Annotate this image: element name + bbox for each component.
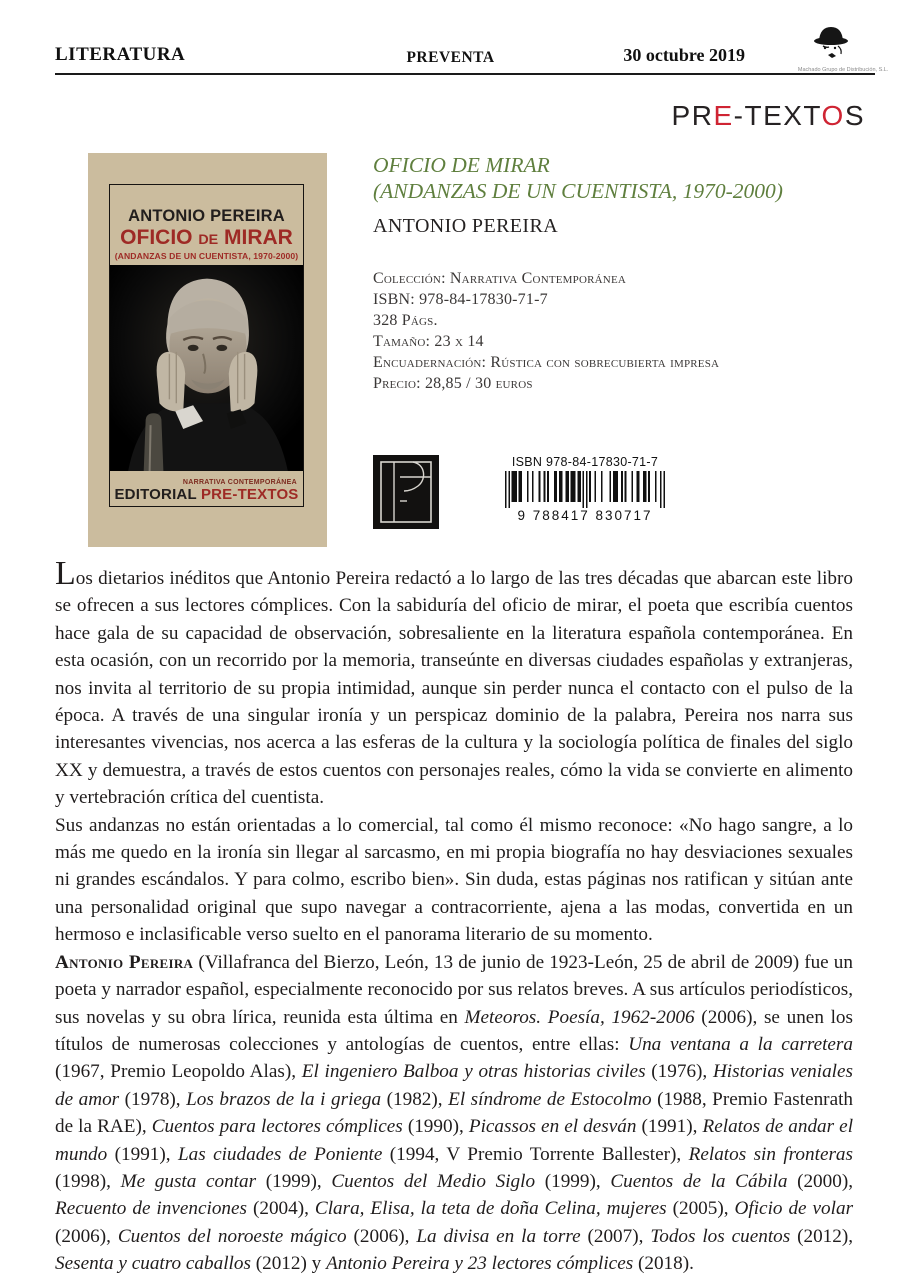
book-info (373, 153, 873, 394)
barcode-block (501, 455, 669, 523)
detail-price: Precio: 28,85 / 30 euros (373, 374, 533, 392)
book-title (373, 153, 873, 204)
header-status: PREVENTA (406, 49, 495, 66)
description-paragraph-2: Sus andanzas no están orientadas a lo comercial, tal como él mismo reconoce: «No hago sangre, a lo más me quedo en la ironía sin llegar al sarcasmo, en mi propia biografía no hay desviaciones sexuales ni grandes escándalos. Y para colmo, escribo bien». Sin duda, estas páginas nos ratifican y sitúan ante una personalidad original que supo navegar a contracorriente, ajena a las modas, convertida en un hermoso e inclasificable verso suelto en el panorama literario de su momento. (55, 814, 853, 946)
book-title-line2: (ANDANZAS DE UN CUENTISTA, 1970-2000) (373, 178, 783, 203)
book-cover (88, 153, 327, 547)
barcode-bars (505, 471, 665, 508)
detail-collection: Colección: Narrativa Contemporánea (373, 270, 627, 287)
detail-binding: Encuadernación: Rústica con sobrecubierta impresa (373, 353, 720, 371)
detail-isbn: ISBN: 978-84-17830-71-7 (373, 290, 548, 308)
description-text (55, 555, 854, 1278)
distributor-name: Machado Grupo de Distribución, S.L. (797, 67, 889, 73)
cover-collection: NARRATIVA CONTEMPORÁNEA (182, 479, 297, 486)
author-bio: Antonio Pereira (Villafranca del Bierzo, León, 13 de junio de 1923-León, 25 de abril de 2009) fue un poeta y narrador español, especialmente reconocido por sus relatos breves. A sus artículos periodísticos, sus novelas y su obra lírica, reunida esta última en Meteoros. Poesía, 1962-2006 (2006), se unen los títulos de numerosas colecciones y antologías de cuentos, entre ellas: Una ventana a la carretera (1967, Premio Leopoldo Alas), El ingeniero Balboa y otras historias civiles (1976), Historias veniales de amor (1978), Los brazos de la i griega (1982), El síndrome de Estocolmo (1988, Premio Fastenrath de la RAE), Cuentos para lectores cómplices (1990), Picassos en el desván (1991), Relatos de andar el mundo (1991), Las ciudades de Poniente (1994, V Premio Torrente Ballester), Relatos sin fronteras (1998), Me gusta contar (1999), Cuentos del Medio Siglo (1999), Cuentos de la Cábila (2000), Recuento de invenciones (2004), Clara, Elisa, la teta de doña Celina, mujeres (2005), Oficio de volar (2006), Cuentos del noroeste mágico (2006), La divisa en la torre (2007), Todos los cuentos (2012), Sesenta y cuatro caballos (2012) y Antonio Pereira y 23 lectores cómplices (2018). (55, 951, 854, 1275)
detail-pages: 328 Págs. (373, 311, 438, 329)
isbn-row (373, 455, 669, 529)
detail-size: Tamaño: 23 x 14 (373, 332, 484, 350)
barcode-isbn-label: ISBN 978-84-17830-71-7 (511, 455, 659, 469)
header-divider (55, 73, 875, 75)
header-date: 30 octubre 2019 (623, 45, 745, 65)
book-title-line1: OFICIO DE MIRAR (373, 153, 550, 177)
cover-title: OFICIO DE MIRAR (120, 226, 293, 250)
book-cover-frame (109, 184, 304, 507)
header-category: LITERATURA (55, 44, 186, 65)
author-photo (110, 265, 303, 470)
cover-author: ANTONIO PEREIRA (128, 207, 285, 226)
pretextos-wordmark: PRE-TEXTOS (671, 100, 865, 131)
cover-subtitle: (ANDANZAS DE UN CUENTISTA, 1970-2000) (114, 251, 299, 262)
distributor-logo (795, 22, 889, 73)
machado-hat-icon (802, 49, 860, 66)
description-paragraph-1: Los dietarios inéditos que Antonio Pereira redactó a lo largo de las tres décadas que abarcan este libro se ofrecen a sus lectores cómplices. Con la sabiduría del oficio de mirar, el poeta que escribía cuentos hace gala de su capacidad de observación, sobresaliente en la literatura española contemporánea. En esta ocasión, con un recorrido por la memoria, transeúnte en diversas ciudades españolas y extranjeras, nos invita al territorio de su propia intimidad, aunque sin perder nunca el contacto con el pulso de la época. A través de una singular ironía y un perspicaz dominio de la palabra, Pereira nos narra sus interesantes vivencias, nos acerca a las esferas de la cultura y la sociología política de finales del siglo XX y demuestra, a través de estos cuentos con personajes reales, cómo la vida se convierte en alimento y vertebración crítica del cuentista. (55, 555, 853, 809)
cover-title-block (110, 185, 303, 265)
cover-imprint-block (110, 471, 303, 506)
barcode-digits: 9 788417 830717 (517, 508, 653, 523)
pretextos-monogram-icon (373, 455, 439, 529)
book-details (373, 269, 873, 394)
cover-imprint: EDITORIAL PRE-TEXTOS (114, 486, 299, 503)
book-author: ANTONIO PEREIRA (373, 215, 559, 237)
